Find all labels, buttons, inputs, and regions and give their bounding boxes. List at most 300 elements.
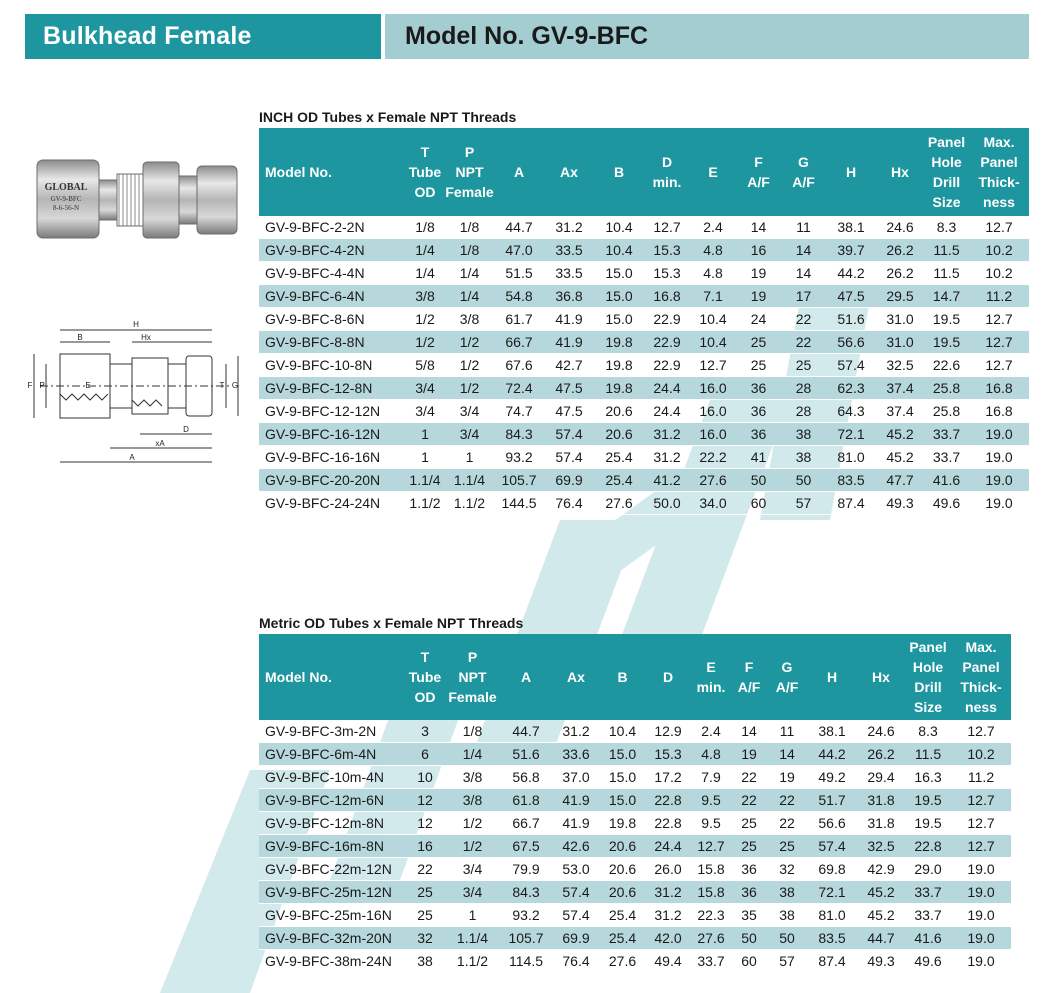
table-cell: 83.5 [826, 469, 876, 492]
table-cell: 50 [767, 927, 807, 950]
column-header [731, 634, 767, 720]
table-cell: 16.0 [690, 377, 736, 400]
table-cell: 56.6 [807, 812, 857, 835]
table-cell: 10.4 [594, 239, 644, 262]
column-header-line: Tube [408, 164, 442, 180]
table-cell: 32.5 [857, 835, 905, 858]
column-header-line: D [662, 669, 674, 685]
table-cell: 19 [736, 285, 781, 308]
table-cell: 31.2 [645, 904, 691, 927]
table-cell: 12.7 [644, 216, 690, 239]
model-number-cell: GV-9-BFC-12-8N [259, 377, 405, 400]
column-header-line: Ax [560, 164, 578, 180]
column-header-line: min. [652, 174, 682, 190]
table-cell: 19.5 [905, 812, 951, 835]
table-cell: 19.0 [969, 492, 1029, 515]
table-cell: 22.9 [644, 308, 690, 331]
table-cell: 11 [781, 216, 826, 239]
table-cell: 25 [736, 331, 781, 354]
column-header-line: A/F [775, 679, 799, 695]
table-cell: 33.7 [924, 446, 969, 469]
model-number-cell: GV-9-BFC-2-2N [259, 216, 405, 239]
column-header-line: Panel [909, 639, 947, 655]
table-cell: 36 [731, 881, 767, 904]
column-header [857, 634, 905, 720]
table-cell: 14 [781, 239, 826, 262]
table-cell: 12.7 [951, 835, 1011, 858]
table-cell: 83.5 [807, 927, 857, 950]
table-cell: 15.0 [600, 789, 645, 812]
table-cell: 25.4 [600, 927, 645, 950]
table-cell: 25 [731, 812, 767, 835]
column-header [807, 634, 857, 720]
table-cell: 69.9 [552, 927, 600, 950]
table-cell: 49.2 [807, 766, 857, 789]
table-cell: 67.6 [494, 354, 544, 377]
table-cell: 3 [405, 720, 445, 743]
column-header-line: Hx [891, 164, 909, 180]
table-cell: 4.8 [691, 743, 731, 766]
table-cell: 25.4 [600, 904, 645, 927]
table-cell: 36 [736, 400, 781, 423]
table-row [259, 881, 1011, 904]
table-cell: 19.0 [951, 858, 1011, 881]
dim-label-d: D [183, 425, 189, 434]
column-header-line: A [513, 164, 525, 180]
model-number-cell: GV-9-BFC-20-20N [259, 469, 405, 492]
table-cell: 84.3 [500, 881, 552, 904]
table-cell: 22 [731, 766, 767, 789]
table-cell: 19.0 [969, 423, 1029, 446]
product-photo [35, 150, 243, 250]
table-cell: 1/2 [405, 308, 445, 331]
table-cell: 56.8 [500, 766, 552, 789]
table-row [259, 812, 1011, 835]
table-cell: 16.3 [905, 766, 951, 789]
table-cell: 42.7 [544, 354, 594, 377]
model-number-cell: GV-9-BFC-4-4N [259, 262, 405, 285]
table-cell: 76.4 [544, 492, 594, 515]
table-cell: 15.8 [691, 881, 731, 904]
table-cell: 64.3 [826, 400, 876, 423]
table-cell: 41.6 [924, 469, 969, 492]
table-cell: 12.7 [951, 789, 1011, 812]
table-cell: 22 [781, 308, 826, 331]
table-cell: 25 [736, 354, 781, 377]
table-row [259, 308, 1029, 331]
model-number-cell: GV-9-BFC-22m-12N [259, 858, 405, 881]
table-cell: 10.4 [690, 308, 736, 331]
table-cell: 1/8 [445, 239, 494, 262]
table-cell: 19 [731, 743, 767, 766]
table-cell: 1.1/4 [445, 927, 500, 950]
table-cell: 31.2 [552, 720, 600, 743]
column-header [259, 634, 405, 720]
column-header-line: G [781, 659, 793, 675]
table-cell: 93.2 [494, 446, 544, 469]
table-cell: 25.4 [594, 446, 644, 469]
product-title: Bulkhead Female Connector [25, 14, 381, 59]
dim-label-hx: Hx [141, 333, 151, 342]
table-cell: 1/4 [405, 239, 445, 262]
table-cell: 12.7 [690, 354, 736, 377]
column-header-line: A/F [737, 679, 761, 695]
table-cell: 1.1/2 [445, 492, 494, 515]
column-header [405, 128, 445, 216]
table-cell: 51.6 [500, 743, 552, 766]
table-cell: 25.8 [924, 400, 969, 423]
table-cell: 22.9 [644, 331, 690, 354]
table-cell: 10.4 [600, 720, 645, 743]
table-cell: 50 [736, 469, 781, 492]
table-cell: 28 [781, 377, 826, 400]
column-header [690, 128, 736, 216]
model-number-cell: GV-9-BFC-8-6N [259, 308, 405, 331]
table-cell: 49.3 [857, 950, 905, 973]
column-header-line: Model No. [265, 669, 332, 685]
table-cell: 36 [736, 423, 781, 446]
table-cell: 1/2 [445, 835, 500, 858]
table-cell: 57.4 [552, 904, 600, 927]
table-cell: 31.8 [857, 812, 905, 835]
column-header-line: Thick- [960, 679, 1002, 695]
model-number-cell: GV-9-BFC-6m-4N [259, 743, 405, 766]
table-cell: 19.0 [951, 927, 1011, 950]
table-cell: 45.2 [876, 423, 924, 446]
column-header [600, 634, 645, 720]
table-cell: 36 [736, 377, 781, 400]
table-cell: 60 [736, 492, 781, 515]
table-cell: 16.8 [969, 400, 1029, 423]
column-header [644, 128, 690, 216]
model-number-cell: GV-9-BFC-24-24N [259, 492, 405, 515]
table-cell: 7.9 [691, 766, 731, 789]
column-header-line: Drill [932, 174, 961, 190]
table-cell: 1/2 [445, 377, 494, 400]
table-cell: 15.0 [594, 285, 644, 308]
table-cell: 66.7 [494, 331, 544, 354]
column-header-line: Size [932, 194, 961, 210]
table-row [259, 354, 1029, 377]
table-cell: 1/4 [445, 262, 494, 285]
table-cell: 27.6 [691, 927, 731, 950]
column-header-line: H [826, 669, 838, 685]
dim-label-e: E [85, 381, 91, 390]
table-cell: 22.2 [690, 446, 736, 469]
table-cell: 11.5 [924, 239, 969, 262]
table-cell: 3/4 [445, 400, 494, 423]
photo-stamp-line2: GV-9-BFC [50, 195, 82, 203]
table-cell: 19.0 [951, 950, 1011, 973]
table-cell: 27.6 [690, 469, 736, 492]
table-cell: 29.0 [905, 858, 951, 881]
table-row [259, 927, 1011, 950]
table-cell: 57.4 [807, 835, 857, 858]
table-cell: 15.8 [691, 858, 731, 881]
table-cell: 33.7 [691, 950, 731, 973]
dim-label-p: P [39, 381, 45, 390]
dim-label-xa: xA [155, 439, 165, 448]
table-cell: 16 [736, 239, 781, 262]
table-cell: 57.4 [552, 881, 600, 904]
table-cell: 32 [767, 858, 807, 881]
table-cell: 1.1/2 [445, 950, 500, 973]
model-number-cell: GV-9-BFC-25m-12N [259, 881, 405, 904]
column-header [924, 128, 969, 216]
table-row [259, 331, 1029, 354]
table-cell: 16.0 [690, 400, 736, 423]
table-cell: 19.5 [924, 331, 969, 354]
table-cell: 16 [405, 835, 445, 858]
table-cell: 22 [405, 858, 445, 881]
table-cell: 5/8 [405, 354, 445, 377]
table-cell: 31.2 [644, 423, 690, 446]
column-header-line: E [706, 659, 716, 675]
table-cell: 31.0 [876, 308, 924, 331]
table-cell: 19 [767, 766, 807, 789]
table-cell: 41.9 [544, 308, 594, 331]
column-header-line: P [464, 144, 475, 160]
dim-label-g: G [231, 381, 239, 390]
column-header [445, 634, 500, 720]
table-row [259, 492, 1029, 515]
metric-section-title: Metric OD Tubes x Female NPT Threads [259, 615, 524, 631]
column-header [494, 128, 544, 216]
table-cell: 9.5 [691, 812, 731, 835]
column-header-line: F [754, 154, 763, 170]
table-cell: 24.6 [857, 720, 905, 743]
column-header [951, 634, 1011, 720]
table-cell: 22 [767, 812, 807, 835]
column-header-line: F [744, 659, 754, 675]
table-cell: 12.7 [691, 835, 731, 858]
model-number-cell: GV-9-BFC-12m-8N [259, 812, 405, 835]
table-cell: 20.6 [600, 835, 645, 858]
table-row [259, 400, 1029, 423]
dim-label-f: F [27, 381, 33, 390]
column-header-line: B [613, 164, 625, 180]
table-cell: 12.7 [969, 354, 1029, 377]
table-cell: 47.5 [826, 285, 876, 308]
table-cell: 1/4 [445, 285, 494, 308]
table-row [259, 469, 1029, 492]
table-cell: 15.0 [594, 308, 644, 331]
photo-stamp-line3: 8-6-56-N [52, 204, 80, 212]
table-cell: 12.7 [951, 812, 1011, 835]
table-cell: 11.5 [924, 262, 969, 285]
table-cell: 81.0 [807, 904, 857, 927]
table-cell: 1/2 [445, 331, 494, 354]
table-cell: 38.1 [826, 216, 876, 239]
table-cell: 72.4 [494, 377, 544, 400]
table-cell: 38 [781, 446, 826, 469]
table-row [259, 377, 1029, 400]
table-cell: 1 [445, 904, 500, 927]
table-cell: 19.8 [600, 812, 645, 835]
table-cell: 15.0 [600, 743, 645, 766]
table-cell: 12.7 [951, 720, 1011, 743]
table-cell: 61.8 [500, 789, 552, 812]
table-cell: 72.1 [826, 423, 876, 446]
table-cell: 14 [767, 743, 807, 766]
table-cell: 15.3 [644, 262, 690, 285]
column-header-line: H [845, 164, 857, 180]
table-cell: 3/8 [405, 285, 445, 308]
table-cell: 4.8 [690, 239, 736, 262]
table-cell: 31.2 [644, 446, 690, 469]
table-cell: 50 [731, 927, 767, 950]
column-header [405, 634, 445, 720]
table-cell: 42.6 [552, 835, 600, 858]
column-header [781, 128, 826, 216]
column-header-line: OD [414, 184, 436, 200]
table-cell: 10.2 [969, 239, 1029, 262]
column-header-line: Hole [912, 659, 944, 675]
table-cell: 33.7 [905, 904, 951, 927]
inch-section-title: INCH OD Tubes x Female NPT Threads [259, 109, 517, 125]
table-cell: 38 [781, 423, 826, 446]
model-number-cell: GV-9-BFC-38m-24N [259, 950, 405, 973]
model-number-cell: GV-9-BFC-32m-20N [259, 927, 405, 950]
table-cell: 16.0 [690, 423, 736, 446]
table-cell: 7.1 [690, 285, 736, 308]
table-cell: 49.6 [905, 950, 951, 973]
column-header [552, 634, 600, 720]
table-cell: 31.2 [645, 881, 691, 904]
table-row [259, 743, 1011, 766]
column-header-line: Max. [983, 134, 1015, 150]
table-cell: 42.0 [645, 927, 691, 950]
table-cell: 105.7 [500, 927, 552, 950]
table-cell: 26.2 [876, 262, 924, 285]
table-cell: 19.0 [951, 904, 1011, 927]
table-cell: 4.8 [690, 262, 736, 285]
table-cell: 39.7 [826, 239, 876, 262]
table-cell: 22.8 [905, 835, 951, 858]
table-cell: 1/8 [405, 216, 445, 239]
photo-stamp-line1: GLOBAL [44, 182, 88, 193]
table-cell: 11 [767, 720, 807, 743]
table-cell: 87.4 [826, 492, 876, 515]
table-cell: 49.4 [645, 950, 691, 973]
column-header-line: Tube [408, 669, 442, 685]
technical-drawing [20, 316, 248, 466]
table-cell: 38 [767, 881, 807, 904]
table-cell: 47.5 [544, 400, 594, 423]
table-cell: 57 [767, 950, 807, 973]
column-header [767, 634, 807, 720]
table-row [259, 423, 1029, 446]
column-header-line: Panel [980, 154, 1018, 170]
column-header-line: NPT [458, 669, 487, 685]
table-cell: 33.7 [905, 881, 951, 904]
table-cell: 29.5 [876, 285, 924, 308]
table-cell: 26.2 [876, 239, 924, 262]
table-cell: 11.2 [951, 766, 1011, 789]
table-cell: 1.1/4 [405, 469, 445, 492]
table-cell: 1/2 [405, 331, 445, 354]
column-header [500, 634, 552, 720]
column-header-line: E [708, 164, 718, 180]
column-header [905, 634, 951, 720]
table-cell: 56.6 [826, 331, 876, 354]
table-cell: 66.7 [500, 812, 552, 835]
table-row [259, 766, 1011, 789]
table-cell: 1 [405, 423, 445, 446]
table-cell: 10.4 [690, 331, 736, 354]
table-cell: 17.2 [645, 766, 691, 789]
table-cell: 19.0 [969, 446, 1029, 469]
metric-spec-table [259, 634, 1011, 973]
column-header-line: Hole [931, 154, 962, 170]
model-number-cell: GV-9-BFC-12-12N [259, 400, 405, 423]
column-header-line: Drill [914, 679, 942, 695]
table-cell: 22.8 [645, 812, 691, 835]
table-cell: 33.5 [544, 262, 594, 285]
table-row [259, 262, 1029, 285]
table-cell: 10.2 [969, 262, 1029, 285]
table-cell: 14.7 [924, 285, 969, 308]
table-cell: 3/4 [445, 881, 500, 904]
table-cell: 15.0 [600, 766, 645, 789]
table-cell: 3/8 [445, 789, 500, 812]
table-cell: 19.5 [905, 789, 951, 812]
table-cell: 79.9 [500, 858, 552, 881]
table-cell: 49.3 [876, 492, 924, 515]
dim-label-a: A [129, 453, 135, 462]
table-cell: 31.8 [857, 789, 905, 812]
table-cell: 38 [767, 904, 807, 927]
table-cell: 3/4 [445, 423, 494, 446]
table-cell: 45.2 [857, 904, 905, 927]
table-cell: 27.6 [600, 950, 645, 973]
table-cell: 10.4 [594, 216, 644, 239]
table-cell: 25 [405, 881, 445, 904]
table-cell: 2.4 [690, 216, 736, 239]
column-header-line: Female [448, 689, 497, 705]
model-number-cell: GV-9-BFC-6-4N [259, 285, 405, 308]
table-cell: 12.9 [645, 720, 691, 743]
table-cell: 3/4 [405, 400, 445, 423]
table-cell: 20.6 [594, 400, 644, 423]
column-header-line: D [661, 154, 673, 170]
table-cell: 44.7 [500, 720, 552, 743]
table-cell: 12.7 [969, 216, 1029, 239]
table-cell: 17 [781, 285, 826, 308]
table-cell: 144.5 [494, 492, 544, 515]
table-cell: 24 [736, 308, 781, 331]
table-cell: 16.8 [969, 377, 1029, 400]
table-cell: 10 [405, 766, 445, 789]
table-row [259, 835, 1011, 858]
table-cell: 53.0 [552, 858, 600, 881]
column-header [594, 128, 644, 216]
table-cell: 1.1/2 [405, 492, 445, 515]
model-number-cell: GV-9-BFC-12m-6N [259, 789, 405, 812]
table-cell: 14 [736, 216, 781, 239]
dim-label-h: H [133, 320, 139, 329]
model-number-cell: GV-9-BFC-3m-2N [259, 720, 405, 743]
table-cell: 19.8 [594, 354, 644, 377]
table-cell: 37.4 [876, 377, 924, 400]
table-cell: 31.0 [876, 331, 924, 354]
table-cell: 42.9 [857, 858, 905, 881]
table-cell: 33.7 [924, 423, 969, 446]
table-cell: 74.7 [494, 400, 544, 423]
column-header-line: Ax [567, 669, 585, 685]
table-header-row [259, 128, 1029, 216]
table-cell: 1/8 [445, 720, 500, 743]
